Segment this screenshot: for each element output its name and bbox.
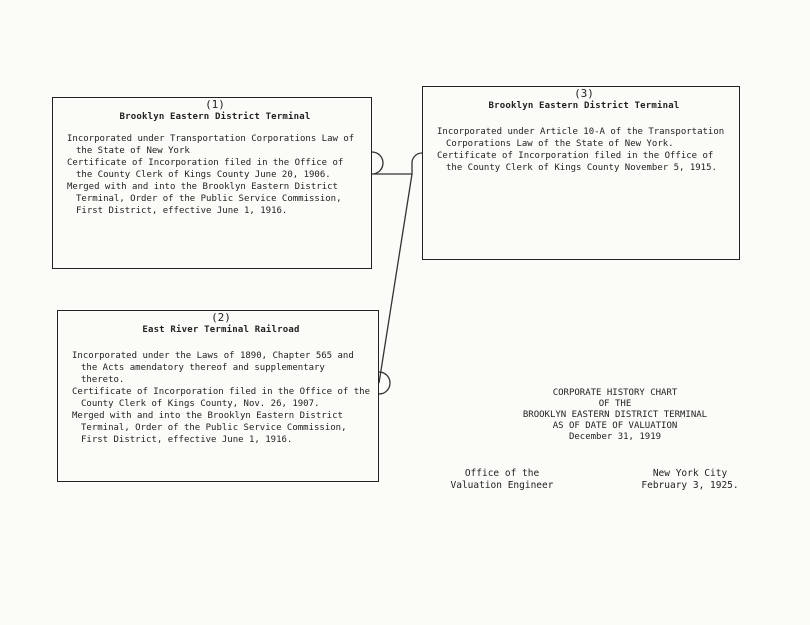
caption-line: BROOKLYN EASTERN DISTRICT TERMINAL	[522, 410, 708, 420]
box-body	[437, 126, 731, 174]
place-text: New York City	[652, 468, 728, 479]
connector-box2-to-box3	[379, 174, 412, 394]
company-title: Brooklyn Eastern District Terminal	[119, 112, 311, 122]
merger-text: Merged with and into the Brooklyn Eastern District Terminal, Order of the Public Service Commission, First District, effective June 1, 1916.	[72, 411, 347, 445]
office-signature	[442, 468, 562, 492]
incorporation-text: Incorporated under Article 10-A of the Transportation Corporations Law of the State of New York.	[437, 127, 725, 149]
date-text: February 3, 1925.	[641, 480, 739, 491]
corporation-box-1	[52, 97, 372, 269]
box-body	[72, 350, 370, 446]
certificate-text: Certificate of Incorporation filed in the Office of the County Clerk of Kings County, Nov. 26, 1907.	[72, 387, 371, 409]
company-title: Brooklyn Eastern District Terminal	[488, 101, 680, 111]
office-line: Office of the	[464, 468, 540, 479]
chart-caption	[480, 388, 750, 443]
corporation-box-3	[422, 86, 740, 260]
certificate-text: Certificate of Incorporation filed in the Office of the County Clerk of Kings County June 20, 1906.	[67, 158, 344, 180]
box-number: (3)	[574, 87, 594, 100]
merger-text: Merged with and into the Brooklyn Eastern District Terminal, Order of the Public Service Commission, First District, effective June 1, 1916.	[67, 182, 342, 216]
office-line: Valuation Engineer	[450, 480, 554, 491]
incorporation-text: Incorporated under Transportation Corporations Law of the State of New York	[67, 134, 355, 156]
box-number: (2)	[211, 311, 231, 324]
company-title: East River Terminal Railroad	[142, 325, 300, 335]
box-body	[67, 133, 363, 217]
caption-line: CORPORATE HISTORY CHART	[552, 388, 678, 398]
place-and-date	[625, 468, 755, 492]
caption-line: December 31, 1919	[568, 432, 662, 442]
box-number: (1)	[205, 98, 225, 111]
connector-box1-to-box3	[372, 152, 422, 174]
certificate-text: Certificate of Incorporation filed in the Office of the County Clerk of Kings County November 5, 1915.	[437, 151, 717, 173]
incorporation-text: Incorporated under the Laws of 1890, Chapter 565 and the Acts amendatory thereof and supplementary thereto.	[72, 351, 354, 385]
caption-line: OF THE	[598, 399, 632, 409]
corporation-box-2	[57, 310, 379, 482]
caption-line: AS OF DATE OF VALUATION	[552, 421, 678, 431]
